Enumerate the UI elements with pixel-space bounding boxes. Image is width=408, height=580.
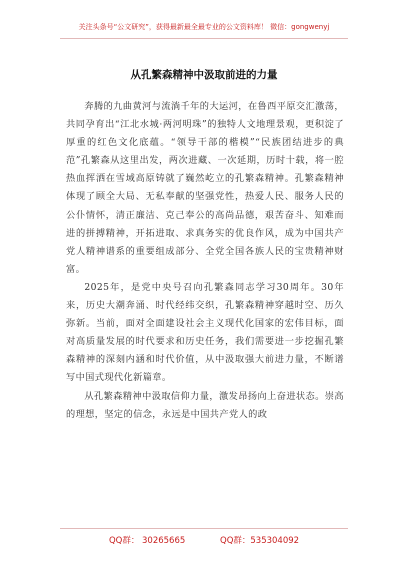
paragraph: 2025年，是党中央号召向孔繁森同志学习30周年。30年来，历史大潮奔涌、时代经纬交织，孔繁森精神穿越时空、历久弥新。当前，面对全面建设社会主义现代化国家的宏伟目标，面对高质量发展的时代要求和历史任务，我们需要进一步挖掘孔繁森精神的深刻内涵和时代价值，从中汲取强大前进力量，不断谱写中国式现代化新篇章。: [66, 281, 344, 384]
paragraph: 奔腾的九曲黄河与流淌千年的大运河，在鲁西平原交汇激荡，共同孕育出“江北水城·两河明珠”的独特人文地理景观，更积淀了厚重的红色文化底蕴。“领导干部的楷模”“民族团结进步的典范”孔繁森从这里出发，两次进藏、一次延期，历时十载，将一腔热血挥洒在雪域高原铸就了巍然屹立的孔繁森精神。孔繁森精神体现了顾全大局、无私奉献的坚强党性，热爱人民、服务人民的公仆情怀，清正廉洁、克己奉公的高尚品德，艰苦奋斗、知难而进的拼搏精神，开拓进取、求真务实的优良作风，成为中国共产党人精神谱系的重要组成部分、全党全国各族人民的宝贵精神财富。: [66, 101, 344, 275]
footer-qq-group-1: QQ群： 30265665: [108, 536, 186, 546]
document-title: 从孔繁森精神中汲取前进的力量: [130, 69, 278, 81]
header-divider: [60, 38, 348, 39]
footer: [0, 534, 408, 546]
document-body: [66, 98, 344, 424]
header-banner: 关注头条号“公文研究”，获得最新最全最专业的公文资料库！ 微信：gongwenyj: [78, 23, 330, 31]
paragraph: 从孔繁森精神中汲取信仰力量，激发昂扬向上奋进状态。崇高的理想，坚定的信念，永远是中国共产党人的政: [66, 390, 344, 420]
footer-qq-group-2: QQ群：535304092: [220, 536, 300, 546]
footer-divider: [60, 528, 348, 529]
